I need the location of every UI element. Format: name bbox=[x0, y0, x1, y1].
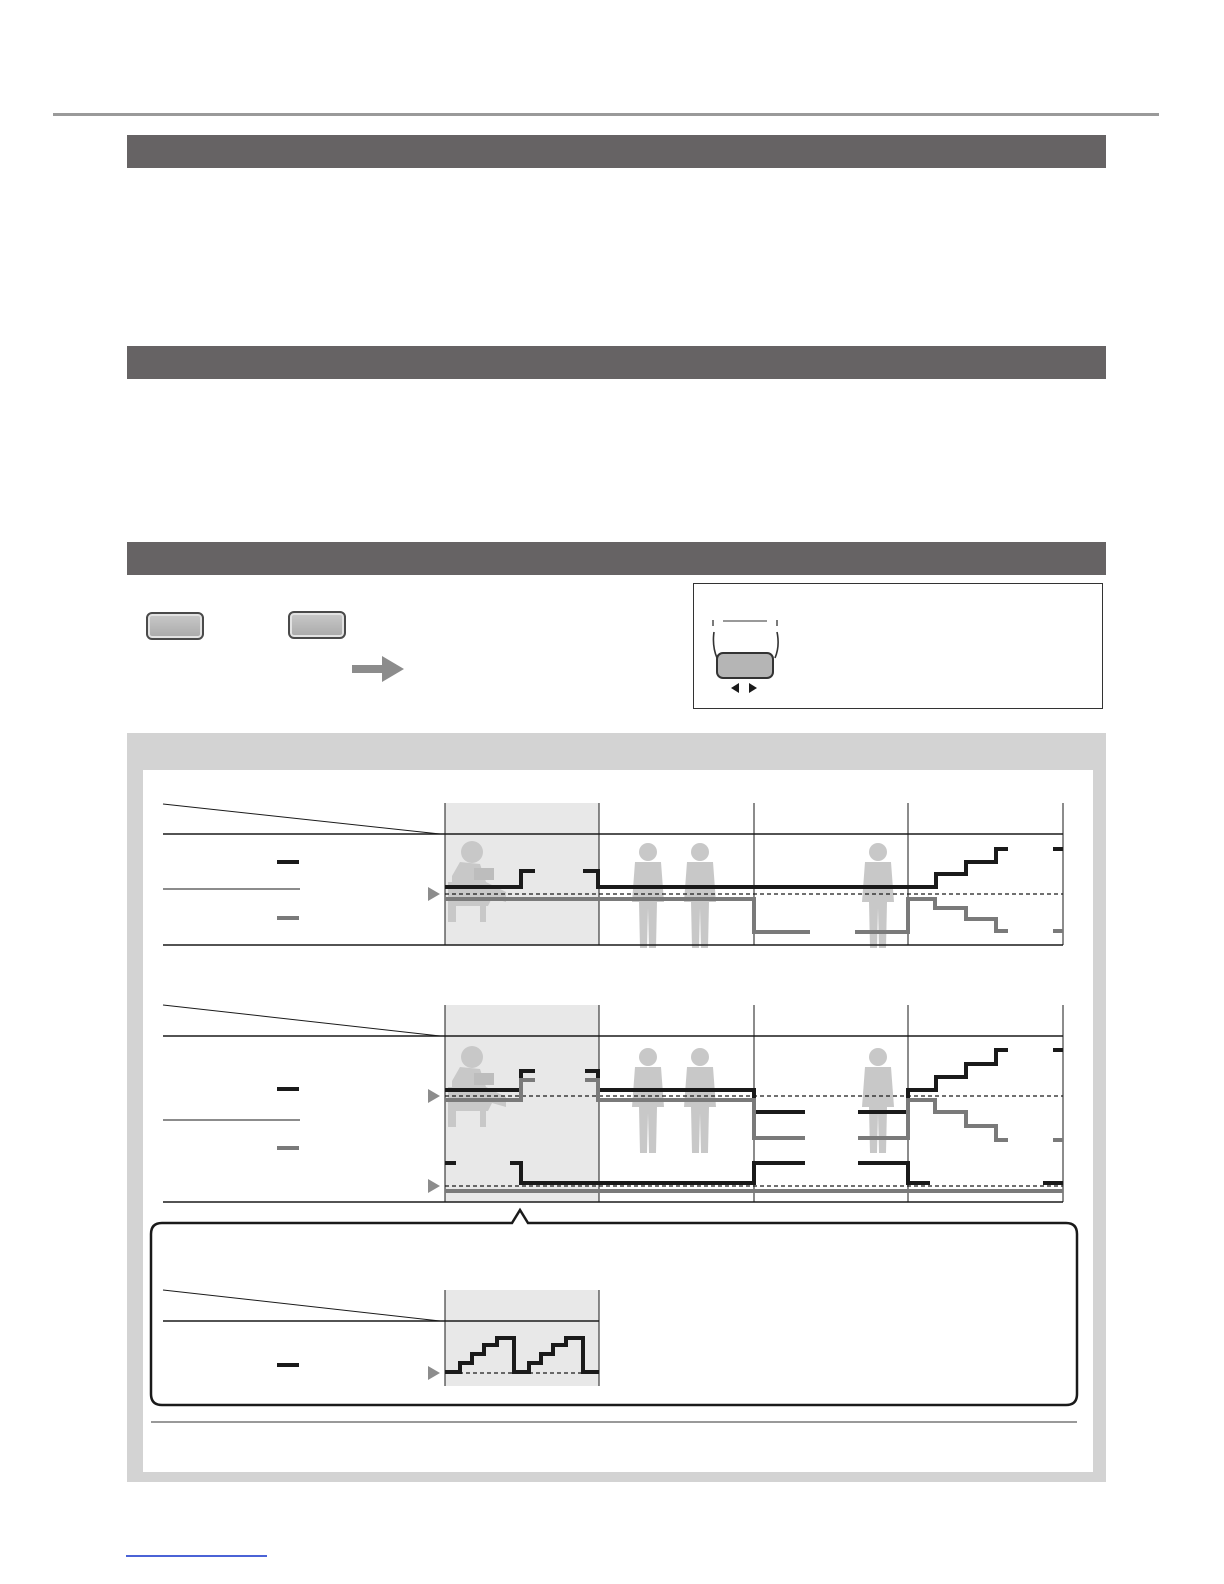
legend-dark-swatch bbox=[277, 860, 299, 864]
reference-marker-icon bbox=[428, 1089, 440, 1103]
chart-1-legend bbox=[277, 860, 440, 920]
legend-gray-swatch bbox=[277, 916, 299, 920]
footer-link-underline[interactable] bbox=[126, 1555, 267, 1557]
legend-dark-swatch bbox=[277, 1363, 299, 1367]
legend-dark-swatch bbox=[277, 1087, 299, 1091]
reference-marker-icon bbox=[428, 887, 440, 901]
two-people-handshake-icon bbox=[684, 843, 716, 948]
reference-marker-icon bbox=[428, 1179, 440, 1193]
reference-marker-icon bbox=[428, 1366, 440, 1380]
chart-2-legend bbox=[277, 1087, 440, 1193]
callout-bubble bbox=[151, 1210, 1077, 1405]
chart-3-legend bbox=[277, 1363, 440, 1380]
legend-gray-swatch bbox=[277, 1146, 299, 1150]
two-people-handshake-icon bbox=[632, 843, 664, 948]
chart-2-grid bbox=[163, 1005, 1063, 1202]
chart-1-grid bbox=[163, 803, 1063, 945]
